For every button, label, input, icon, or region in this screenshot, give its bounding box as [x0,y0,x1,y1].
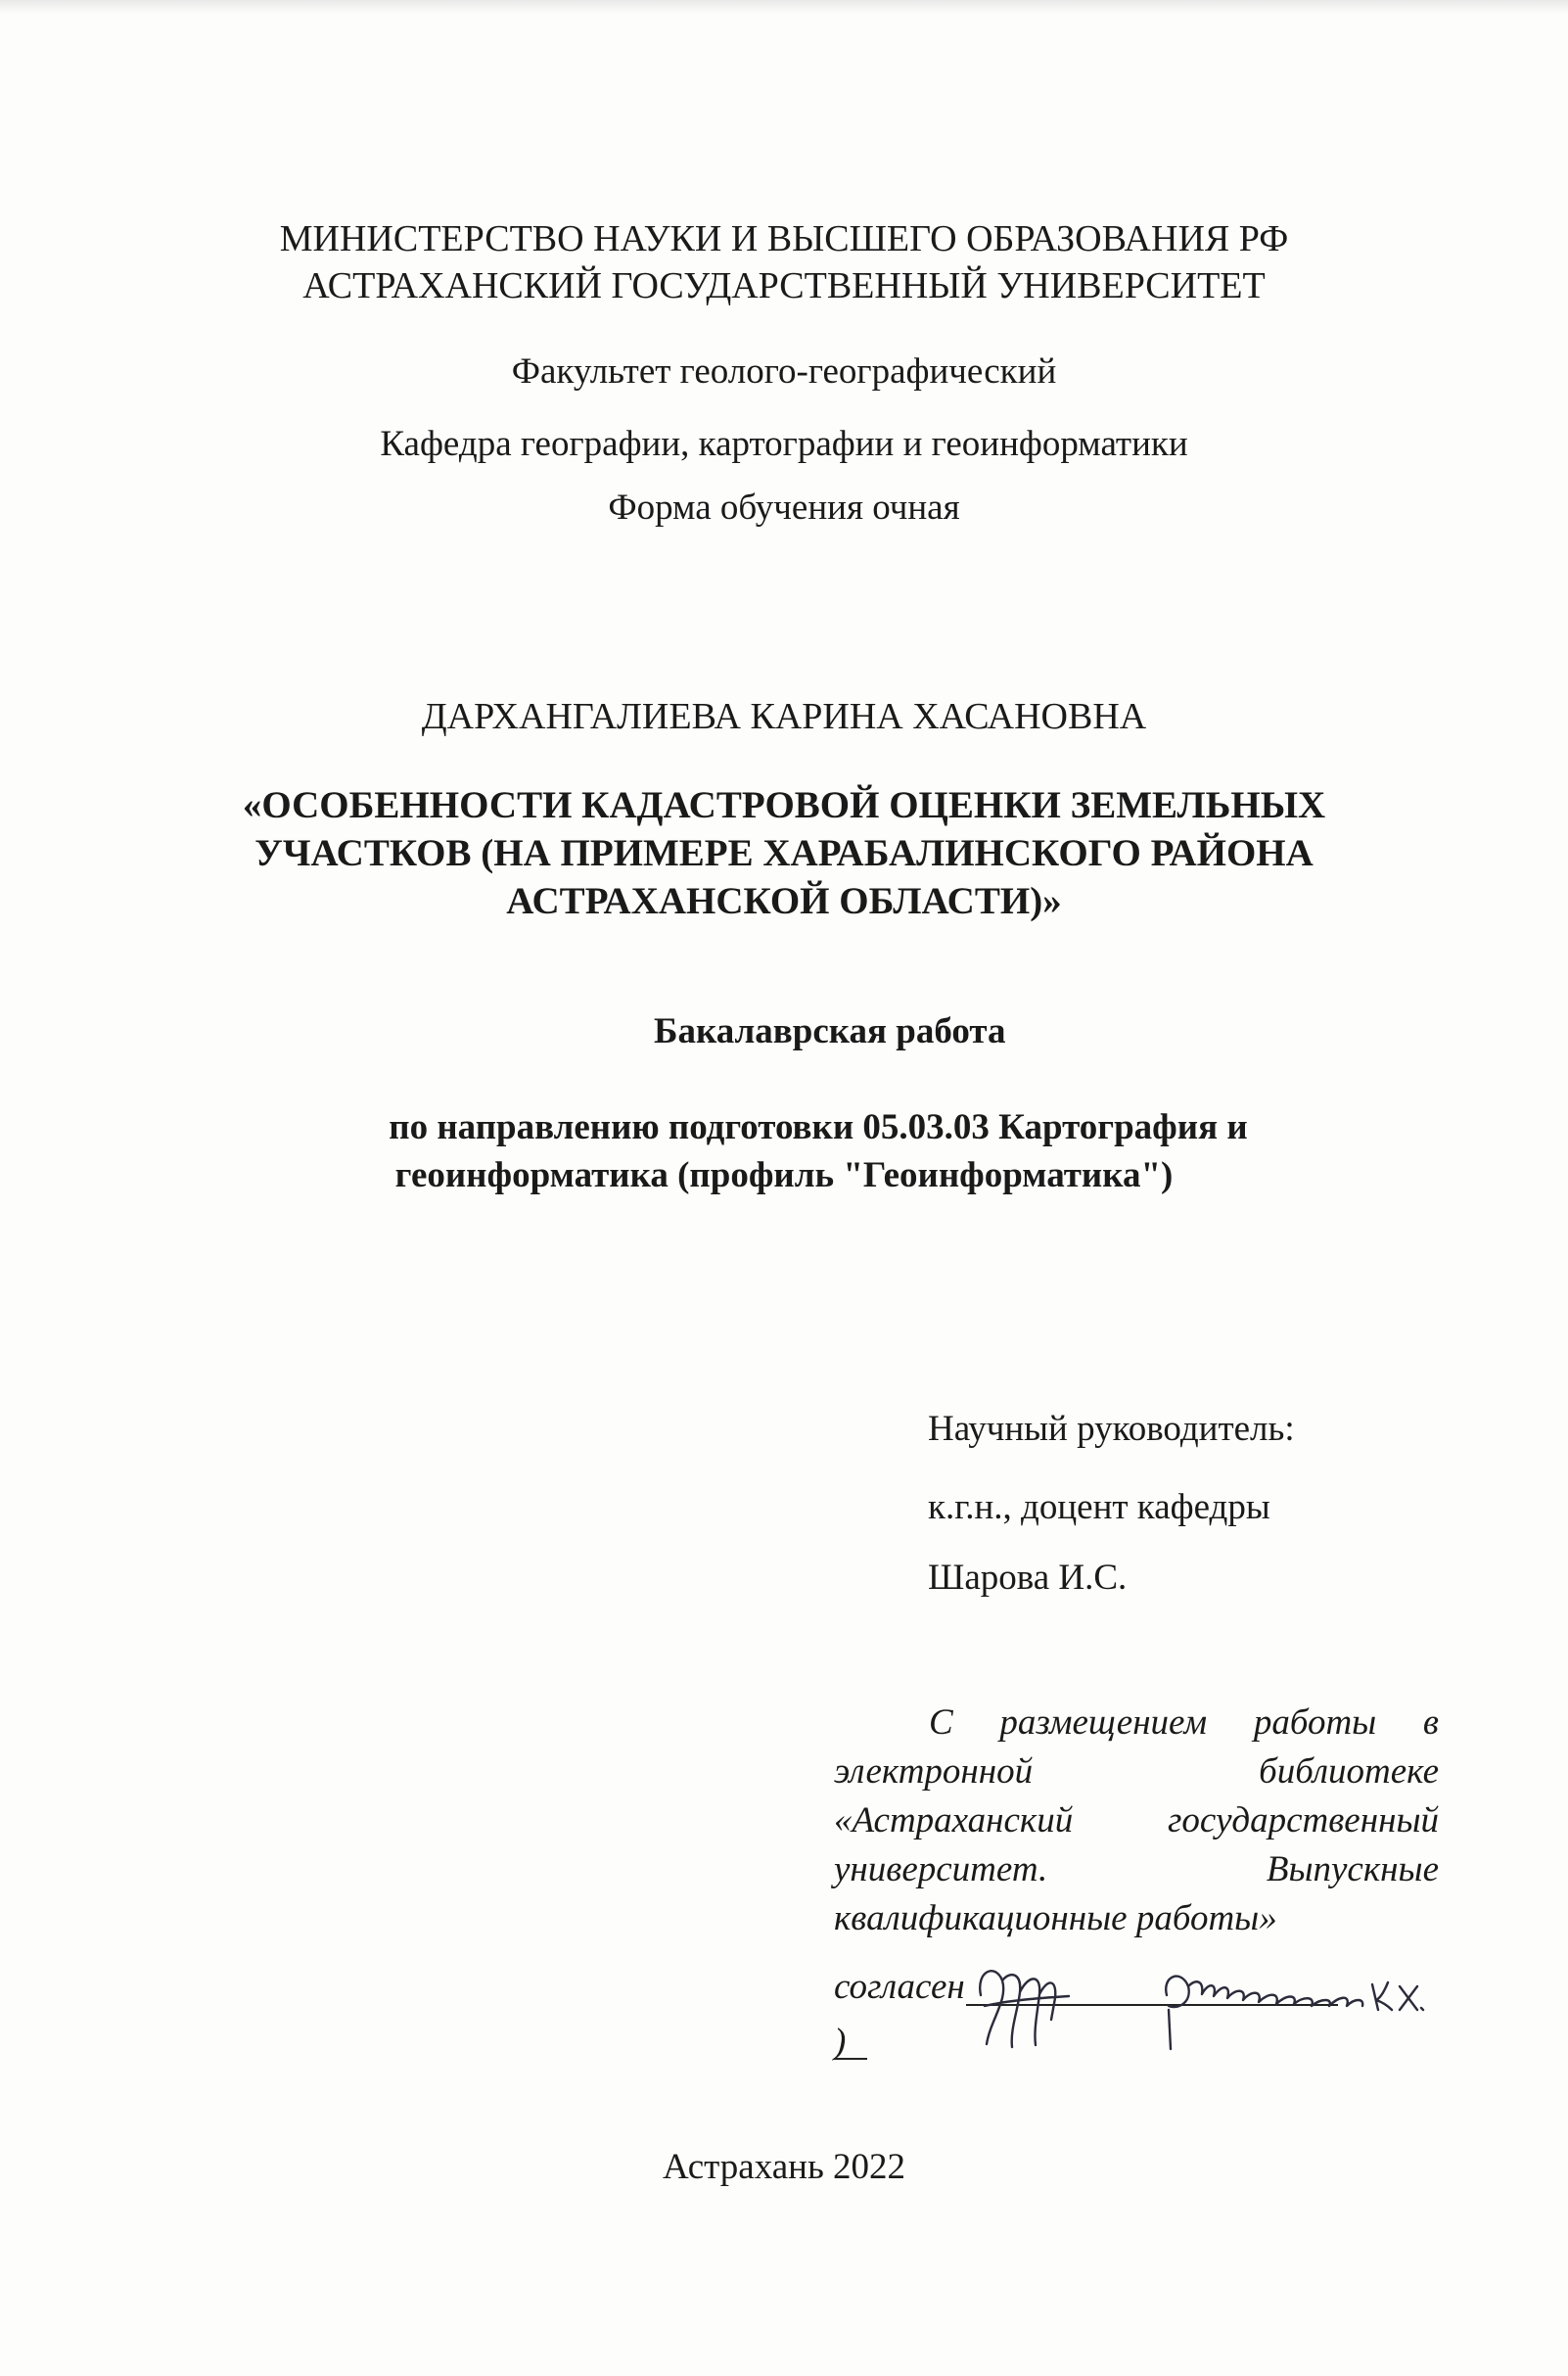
author-name: ДАРХАНГАЛИЕВА КАРИНА ХАСАНОВНА [421,696,1147,737]
signature-close-bracket: ) [834,2022,847,2062]
department-line: Кафедра географии, картографии и геоинформатики [380,424,1188,464]
thesis-title-line-1: «ОСОБЕННОСТИ КАДАСТРОВОЙ ОЦЕНКИ ЗЕМЕЛЬНЫХ [242,784,1326,826]
city-year: Астрахань 2022 [662,2147,906,2187]
study-direction-line-1: по направлению подготовки 05.03.03 Картография и [389,1107,1248,1147]
supervisor-position: к.г.н., доцент кафедры [928,1487,1270,1527]
faculty-line: Факультет геолого-географический [511,351,1057,392]
thesis-title-line-3: АСТРАХАНСКОЙ ОБЛАСТИ)» [506,880,1062,922]
thesis-title-line-2: УЧАСТКОВ (НА ПРИМЕРЕ ХАРАБАЛИНСКОГО РАЙОНА [254,832,1314,874]
signature-close-underline [834,2058,867,2060]
study-direction-line-2: геоинформатика (профиль "Геоинформатика") [394,1155,1174,1195]
library-consent-text: С размещением работы в электронной библиотеке «Астраханский государственный университет. Выпускные квалификационные работы» [834,1702,1439,1938]
ministry-heading: МИНИСТЕРСТВО НАУКИ И ВЫСШЕГО ОБРАЗОВАНИЯ РФ [279,218,1289,259]
consent-signature-row [834,1963,1499,2071]
work-type: Бакалаврская работа [654,1011,1006,1051]
study-direction [0,1103,1568,1199]
study-form-line: Форма обучения очная [608,488,960,528]
scan-edge [0,0,1568,14]
thesis-title [0,781,1568,925]
handwritten-signature [961,1951,1509,2059]
agree-label: согласен [834,1967,965,2007]
university-heading: АСТРАХАНСКИЙ ГОСУДАРСТВЕННЫЙ УНИВЕРСИТЕТ [302,265,1266,306]
supervisor-label: Научный руководитель: [928,1409,1295,1449]
supervisor-name: Шарова И.С. [928,1558,1128,1598]
